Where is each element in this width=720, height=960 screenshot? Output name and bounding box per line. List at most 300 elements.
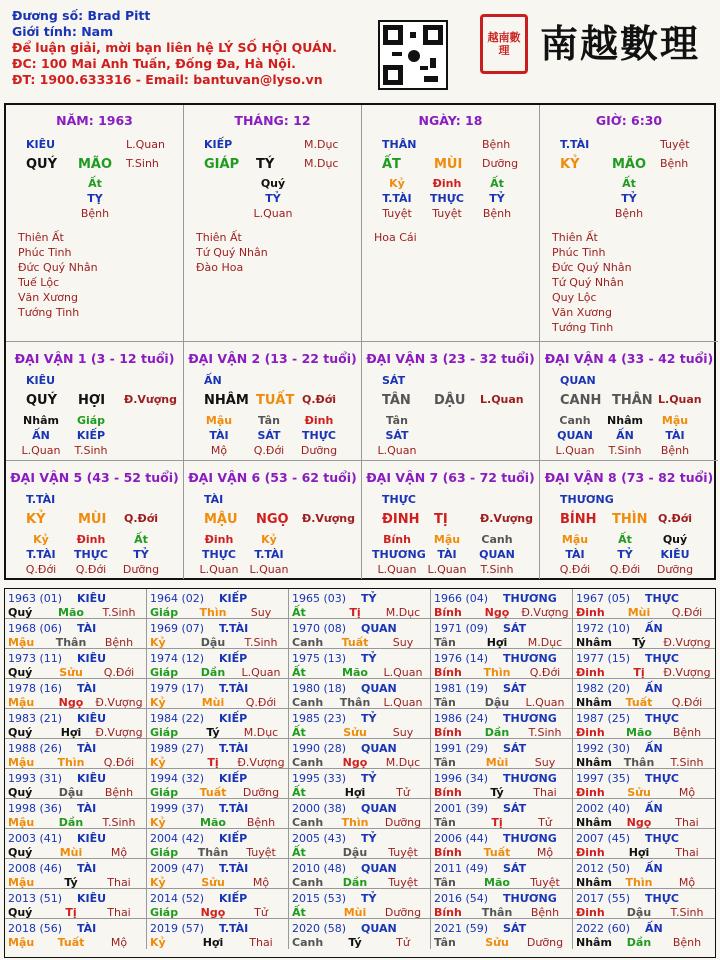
hidden-phase: Q.Đới <box>253 444 285 457</box>
year-ten-god: ẤN <box>645 622 663 635</box>
pillar-cell <box>184 105 362 342</box>
year-phase: Tuyệt <box>388 876 418 889</box>
earthly-branch: TUẤT <box>256 393 295 408</box>
year-ten-god: SÁT <box>503 922 527 935</box>
branch-phase: Q.Đới <box>302 393 337 406</box>
year-cell[interactable] <box>573 799 715 829</box>
year-branch: Thân <box>197 846 229 859</box>
branch-phase: Đ.Vượng <box>480 512 534 525</box>
hidden-god: THỰC <box>302 429 336 442</box>
year-branch: Sửu <box>201 876 225 889</box>
year-branch: Dậu <box>200 636 226 649</box>
year-cell[interactable] <box>431 589 573 619</box>
year-stem: Mậu <box>8 696 35 709</box>
hidden-stem: Bính <box>383 533 411 546</box>
year-branch: Thìn <box>199 606 227 619</box>
year-label: 2001 (39) <box>434 802 489 815</box>
year-cell[interactable] <box>431 889 573 919</box>
year-cell[interactable] <box>5 799 147 829</box>
year-cell[interactable] <box>573 889 715 919</box>
year-cell[interactable] <box>147 769 289 799</box>
year-cell[interactable] <box>289 739 431 769</box>
dai-van-title: ĐẠI VẬN 6 (53 - 62 tuổi) <box>188 470 357 485</box>
year-cell[interactable] <box>431 619 573 649</box>
year-phase: Bệnh <box>246 816 276 829</box>
year-phase: T.Sinh <box>244 636 278 649</box>
hidden-stem: Mậu <box>205 414 233 427</box>
year-ten-god: ẤN <box>645 922 663 935</box>
year-cell[interactable] <box>5 679 147 709</box>
year-phase: Q.Đới <box>103 756 135 769</box>
year-stem: Đinh <box>576 846 605 859</box>
hidden-stem: Bệnh <box>614 207 644 220</box>
year-ten-god: THƯƠNG <box>503 772 557 785</box>
year-cell[interactable] <box>573 589 715 619</box>
year-cell[interactable] <box>431 799 573 829</box>
year-stem: Ất <box>292 726 306 739</box>
year-cell[interactable] <box>147 919 289 949</box>
year-cell[interactable] <box>431 649 573 679</box>
year-cell[interactable] <box>289 709 431 739</box>
qr-code-icon[interactable] <box>378 20 448 90</box>
year-phase: L.Quan <box>383 666 423 679</box>
year-cell[interactable] <box>573 859 715 889</box>
year-label: 1981 (19) <box>434 682 489 695</box>
year-phase: M.Dục <box>527 636 563 649</box>
dai-van-cell <box>184 342 362 461</box>
year-branch: Dần <box>342 876 368 889</box>
year-branch: Thân <box>481 906 513 919</box>
year-cell[interactable] <box>431 829 573 859</box>
year-phase: Q.Đới <box>529 666 561 679</box>
year-branch: Hợi <box>486 636 508 649</box>
ten-god-label: KIÊU <box>26 138 56 151</box>
hidden-stem: L.Quan <box>253 207 293 220</box>
year-branch: Tuất <box>483 846 511 859</box>
year-ten-god: THƯƠNG <box>503 652 557 665</box>
year-stem: Quý <box>8 906 33 919</box>
year-stem: Giáp <box>150 726 179 739</box>
ten-god-label: THƯƠNG <box>560 493 614 506</box>
contact-line: Để luận giải, mời bạn liên hệ LÝ SỐ HỘI QUÁN. <box>12 40 337 55</box>
year-cell[interactable] <box>573 709 715 739</box>
year-ten-god: TÀI <box>77 682 97 695</box>
year-cell[interactable] <box>147 829 289 859</box>
year-cell[interactable] <box>573 649 715 679</box>
year-label: 2011 (49) <box>434 862 489 875</box>
star-list <box>374 230 417 245</box>
year-cell[interactable] <box>431 739 573 769</box>
year-cell[interactable] <box>5 889 147 919</box>
star-name: Thiên Ất <box>18 231 64 244</box>
year-label: 2018 (56) <box>8 922 63 935</box>
year-branch: Tý <box>348 936 362 949</box>
year-phase: Bệnh <box>672 936 702 949</box>
year-ten-god: KIẾP <box>219 592 248 605</box>
branch-phase: L.Quan <box>480 393 524 406</box>
hidden-phase: Bệnh <box>660 444 690 457</box>
year-label: 1963 (01) <box>8 592 63 605</box>
year-stem: Bính <box>434 846 462 859</box>
year-label: 1970 (08) <box>292 622 347 635</box>
year-ten-god: ẤN <box>645 742 663 755</box>
hidden-stem: Ất <box>88 177 102 190</box>
year-label: 2005 (43) <box>292 832 347 845</box>
year-cell[interactable] <box>289 649 431 679</box>
year-stem: Đinh <box>576 666 605 679</box>
year-cell[interactable] <box>5 709 147 739</box>
hidden-stem: Nhâm <box>23 414 59 427</box>
star-list <box>196 230 268 275</box>
year-label: 1993 (31) <box>8 772 63 785</box>
branch-phase: Q.Đới <box>658 512 693 525</box>
year-cell[interactable] <box>5 859 147 889</box>
year-phase: Tuyệt <box>246 846 276 859</box>
hidden-phase: Q.Đới <box>75 563 107 576</box>
branch-phase: M.Dục <box>304 157 339 170</box>
earthly-branch: MÙI <box>78 512 107 527</box>
year-phase: Mộ <box>678 786 696 799</box>
year-cell[interactable] <box>431 769 573 799</box>
hidden-phase: T.Sinh <box>608 444 642 457</box>
year-cell[interactable] <box>289 859 431 889</box>
year-branch: Dậu <box>484 696 510 709</box>
hidden-stem: Nhâm <box>607 414 643 427</box>
year-cell[interactable] <box>5 649 147 679</box>
year-phase: Q.Đới <box>671 696 703 709</box>
hidden-god: ẤN <box>32 429 50 442</box>
year-cell[interactable] <box>573 619 715 649</box>
year-branch: Dậu <box>342 846 368 859</box>
star-name: Đức Quý Nhân <box>18 261 98 274</box>
star-name: Tướng Tinh <box>552 321 614 334</box>
hidden-god: KIÊU <box>660 548 690 561</box>
heavenly-stem: BÍNH <box>560 512 597 527</box>
year-ten-god: TỶ <box>361 772 377 785</box>
year-phase: Đ.Vượng <box>237 756 285 769</box>
year-branch: Mùi <box>343 906 367 919</box>
year-phase: Bệnh <box>672 726 702 739</box>
hidden-phase: L.Quan <box>249 563 289 576</box>
brand-seal: 越南數理 <box>480 14 528 74</box>
year-phase: M.Dục <box>385 606 421 619</box>
year-cell[interactable] <box>289 619 431 649</box>
year-cell[interactable] <box>147 619 289 649</box>
hidden-phase: T.Sinh <box>74 444 108 457</box>
year-ten-god: KIẾP <box>219 772 248 785</box>
year-phase: Thai <box>249 936 273 949</box>
year-cell[interactable] <box>147 649 289 679</box>
hidden-god: KIẾP <box>76 429 106 442</box>
hidden-god: TÀI <box>209 429 229 442</box>
year-cell[interactable] <box>573 919 715 949</box>
year-cell[interactable] <box>147 589 289 619</box>
name-line: Đương số: Brad Pitt <box>12 8 151 23</box>
year-label: 2007 (45) <box>576 832 631 845</box>
year-label: 2009 (47) <box>150 862 205 875</box>
year-cell[interactable] <box>431 679 573 709</box>
heavenly-stem: GIÁP <box>204 157 240 172</box>
stem-phase: Tuyệt <box>660 138 690 151</box>
year-stem: Giáp <box>150 906 179 919</box>
year-cell[interactable] <box>573 829 715 859</box>
year-phase: Mộ <box>110 846 128 859</box>
hidden-stem: TỶ <box>621 192 637 205</box>
year-label: 2015 (53) <box>292 892 347 905</box>
yearly-luck-grid <box>4 588 716 958</box>
year-branch: Sửu <box>59 666 83 679</box>
hidden-stem: Mậu <box>433 533 461 546</box>
year-phase: Thai <box>675 846 699 859</box>
year-branch: Tý <box>64 876 78 889</box>
year-label: 2002 (40) <box>576 802 631 815</box>
dai-van-title: ĐẠI VẬN 2 (13 - 22 tuổi) <box>188 351 357 366</box>
year-cell[interactable] <box>289 679 431 709</box>
year-phase: Đ.Vượng <box>95 696 143 709</box>
year-phase: Tuyệt <box>530 876 560 889</box>
year-stem: Kỷ <box>150 696 166 709</box>
year-branch: Mùi <box>485 756 509 769</box>
year-stem: Canh <box>292 936 324 949</box>
year-label: 1997 (35) <box>576 772 631 785</box>
heavenly-stem: TÂN <box>382 393 411 408</box>
year-cell[interactable] <box>573 769 715 799</box>
year-branch: Thân <box>623 756 655 769</box>
year-label: 1969 (07) <box>150 622 205 635</box>
year-phase: Q.Đới <box>671 606 703 619</box>
year-ten-god: THƯƠNG <box>503 892 557 905</box>
year-cell[interactable] <box>147 709 289 739</box>
pillar-title: THÁNG: 12 <box>234 113 311 128</box>
year-label: 1996 (34) <box>434 772 489 785</box>
pillar-cell <box>540 105 718 342</box>
year-ten-god: KIẾP <box>219 712 248 725</box>
year-cell[interactable] <box>147 799 289 829</box>
year-cell[interactable] <box>5 919 147 949</box>
year-ten-god: T.TÀI <box>219 862 249 875</box>
year-phase: Thai <box>533 786 557 799</box>
year-phase: Suy <box>392 726 414 739</box>
year-label: 2006 (44) <box>434 832 489 845</box>
year-stem: Canh <box>292 636 324 649</box>
year-branch: Thìn <box>341 816 369 829</box>
hidden-phase: Dưỡng <box>300 444 338 457</box>
year-ten-god: KIÊU <box>77 892 107 905</box>
earthly-branch: THÌN <box>612 512 648 527</box>
year-branch: Tị <box>349 606 361 619</box>
heavenly-stem: NHÂM <box>204 393 249 408</box>
year-branch: Tị <box>491 816 503 829</box>
year-ten-god: TÀI <box>77 862 97 875</box>
year-cell[interactable] <box>5 739 147 769</box>
year-cell[interactable] <box>289 589 431 619</box>
year-stem: Quý <box>8 606 33 619</box>
year-ten-god: KIÊU <box>77 712 107 725</box>
header-info <box>12 8 337 88</box>
year-ten-god: SÁT <box>503 802 527 815</box>
year-ten-god: THỰC <box>645 652 679 665</box>
year-ten-god: KIÊU <box>77 652 107 665</box>
year-cell[interactable] <box>573 679 715 709</box>
year-stem: Tân <box>434 696 456 709</box>
year-branch: Ngọ <box>58 696 84 709</box>
hidden-stem: Kỷ <box>261 533 277 546</box>
year-branch: Hợi <box>344 786 366 799</box>
hidden-god: TÀI <box>565 548 585 561</box>
year-branch: Dần <box>484 726 510 739</box>
hidden-phase: Bệnh <box>482 207 512 220</box>
star-name: Tuế Lộc <box>18 276 60 289</box>
dai-van-cell <box>6 342 184 461</box>
year-stem: Ất <box>292 786 306 799</box>
year-cell[interactable] <box>289 769 431 799</box>
hidden-phase: Q.Đới <box>609 563 641 576</box>
year-ten-god: QUAN <box>361 862 397 875</box>
year-cell[interactable] <box>5 589 147 619</box>
hidden-phase: L.Quan <box>377 563 417 576</box>
year-cell[interactable] <box>431 859 573 889</box>
year-stem: Tân <box>434 756 456 769</box>
dai-van-title: ĐẠI VẬN 4 (33 - 42 tuổi) <box>544 351 714 366</box>
year-ten-god: ẤN <box>645 802 663 815</box>
year-phase: Tuyệt <box>388 846 418 859</box>
hidden-stem: Mậu <box>661 414 689 427</box>
year-stem: Đinh <box>576 606 605 619</box>
year-branch: Dậu <box>58 786 84 799</box>
year-stem: Bính <box>434 726 462 739</box>
year-cell[interactable] <box>5 769 147 799</box>
year-stem: Giáp <box>150 666 179 679</box>
year-ten-god: ẤN <box>645 682 663 695</box>
year-cell[interactable] <box>289 799 431 829</box>
year-ten-god: TỶ <box>361 592 377 605</box>
year-cell[interactable] <box>289 829 431 859</box>
hidden-god: TỶ <box>489 192 505 205</box>
hidden-stem: Quý <box>260 177 286 190</box>
year-ten-god: TỶ <box>361 892 377 905</box>
year-phase: L.Quan <box>383 696 423 709</box>
year-branch: Thìn <box>483 666 511 679</box>
pillar-cell <box>362 105 540 342</box>
year-label: 1983 (21) <box>8 712 63 725</box>
year-label: 1964 (02) <box>150 592 205 605</box>
year-cell[interactable] <box>147 859 289 889</box>
year-phase: T.Sinh <box>670 756 704 769</box>
hidden-stem: Bệnh <box>80 207 110 220</box>
year-branch: Thân <box>55 636 87 649</box>
dai-van-title: ĐẠI VẬN 8 (73 - 82 tuổi) <box>544 470 714 485</box>
year-label: 2022 (60) <box>576 922 631 935</box>
heavenly-stem: ẤT <box>382 157 401 172</box>
year-phase: T.Sinh <box>102 816 136 829</box>
year-cell[interactable] <box>5 829 147 859</box>
year-cell[interactable] <box>289 919 431 949</box>
year-ten-god: THƯƠNG <box>503 712 557 725</box>
year-stem: Quý <box>8 666 33 679</box>
year-branch: Mùi <box>627 606 651 619</box>
year-stem: Bính <box>434 906 462 919</box>
year-ten-god: TÀI <box>77 742 97 755</box>
year-phase: Dưỡng <box>384 816 422 829</box>
year-cell[interactable] <box>147 889 289 919</box>
hidden-stem: Kỷ <box>389 177 405 190</box>
hidden-phase: Dưỡng <box>656 563 694 576</box>
year-stem: Kỷ <box>150 756 166 769</box>
year-label: 2003 (41) <box>8 832 63 845</box>
year-cell[interactable] <box>431 709 573 739</box>
year-ten-god: SÁT <box>503 742 527 755</box>
year-label: 2000 (38) <box>292 802 347 815</box>
dai-van-title: ĐẠI VẬN 3 (23 - 32 tuổi) <box>366 351 535 366</box>
year-branch: Tý <box>206 726 220 739</box>
year-label: 1987 (25) <box>576 712 631 725</box>
year-phase: Đ.Vượng <box>521 606 569 619</box>
year-cell[interactable] <box>573 739 715 769</box>
earthly-branch: NGỌ <box>256 512 289 527</box>
year-ten-god: SÁT <box>503 622 527 635</box>
year-label: 1985 (23) <box>292 712 347 725</box>
year-label: 1984 (22) <box>150 712 205 725</box>
ten-god-label: THỰC <box>382 493 416 506</box>
year-cell[interactable] <box>431 919 573 949</box>
branch-phase: Đ.Vượng <box>124 393 178 406</box>
year-branch: Tý <box>490 786 504 799</box>
year-ten-god: KIẾP <box>219 652 248 665</box>
hidden-god: SÁT <box>385 429 409 442</box>
year-phase: L.Quan <box>525 696 565 709</box>
year-ten-god: THƯƠNG <box>503 592 557 605</box>
year-cell[interactable] <box>147 739 289 769</box>
hidden-stem: Ất <box>618 533 632 546</box>
phone-email-line: ĐT: 1900.633316 - Email: bantuvan@lyso.vn <box>12 72 323 87</box>
year-phase: M.Dục <box>385 756 421 769</box>
hidden-god: T.TÀI <box>254 548 284 561</box>
year-branch: Tị <box>633 666 645 679</box>
earthly-branch: THÂN <box>612 393 653 408</box>
year-label: 1991 (29) <box>434 742 489 755</box>
year-branch: Sửu <box>627 786 651 799</box>
year-stem: Ất <box>292 906 306 919</box>
year-label: 1998 (36) <box>8 802 63 815</box>
year-label: 2021 (59) <box>434 922 489 935</box>
year-ten-god: KIẾP <box>219 892 248 905</box>
ten-god-label: ẤN <box>204 374 222 387</box>
earthly-branch: MÙI <box>434 157 463 172</box>
hidden-god: TỶ <box>133 548 149 561</box>
year-branch: Hợi <box>202 936 224 949</box>
year-label: 1974 (12) <box>150 652 205 665</box>
earthly-branch: DẬU <box>434 393 466 408</box>
year-cell[interactable] <box>5 619 147 649</box>
earthly-branch: MÃO <box>612 157 647 172</box>
year-branch: Dần <box>200 666 226 679</box>
hidden-phase: Tuyệt <box>432 207 462 220</box>
year-stem: Ất <box>292 846 306 859</box>
year-label: 1973 (11) <box>8 652 63 665</box>
dai-van-cell <box>540 461 718 579</box>
hidden-god: THỰC <box>202 548 236 561</box>
ten-god-label: THÂN <box>382 138 417 151</box>
hidden-stem: Kỷ <box>33 533 49 546</box>
year-label: 1990 (28) <box>292 742 347 755</box>
year-stem: Quý <box>8 726 33 739</box>
year-ten-god: ẤN <box>645 862 663 875</box>
branch-phase: Đ.Vượng <box>302 512 356 525</box>
year-ten-god: QUAN <box>361 622 397 635</box>
year-cell[interactable] <box>147 679 289 709</box>
dai-van-title: ĐẠI VẬN 7 (63 - 72 tuổi) <box>366 470 535 485</box>
year-cell[interactable] <box>289 889 431 919</box>
